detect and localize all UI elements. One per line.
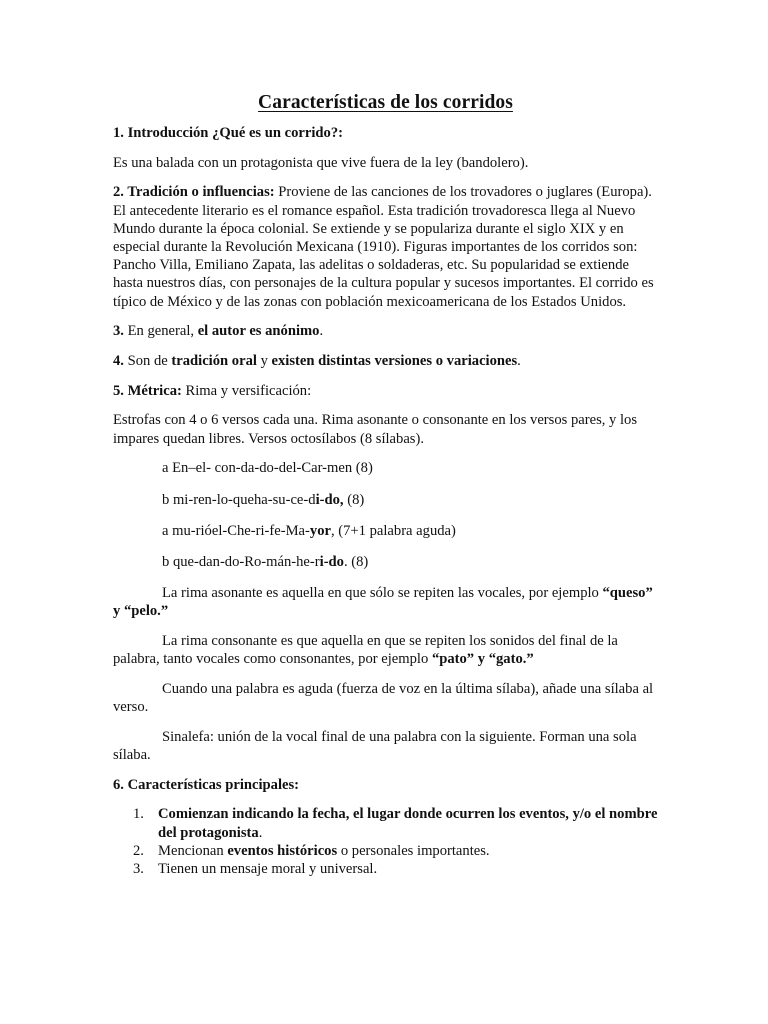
verse-line-2 — [113, 491, 658, 509]
section-3-post: . — [319, 323, 324, 340]
sinalefa-paragraph: Sinalefa: unión de la vocal final de una palabra con la siguiente. Forman una sola sílaba. — [113, 728, 637, 764]
palabra-aguda-paragraph: Cuando una palabra es aguda (fuerza de voz en la última sílaba), añade una sílaba al verso. — [113, 680, 654, 716]
section-4-pre: Son de — [123, 353, 172, 370]
section-1-text: Es una balada con un protagonista que vive fuera de la ley (bandolero). — [113, 154, 529, 171]
section-1-heading — [113, 124, 658, 142]
verse-2-pre: b mi-ren-lo-queha-su-ce-d — [162, 491, 316, 508]
verse-3-post: , (7+1 palabra aguda) — [330, 522, 456, 539]
section-3-bold: el autor es anónimo — [197, 323, 320, 340]
section-3-number: 3. — [113, 323, 124, 340]
document-page — [113, 92, 658, 878]
verse-1-pre: a En–el- con-da-do-del-Car-men (8) — [162, 460, 373, 477]
list-item-post: o personales importantes. — [337, 842, 490, 859]
document-title: Características de los corridos — [258, 92, 513, 113]
verse-4-pre: b que-dan-do-Ro-mán-he-r — [162, 553, 320, 570]
verse-2-bold: i-do, — [315, 491, 344, 508]
verse-4-bold: i-do — [319, 553, 344, 570]
rima-consonante-example: “pato” y “gato.” — [431, 651, 534, 668]
list-item-post: . — [258, 824, 263, 841]
verse-line-4 — [113, 553, 658, 571]
section-4-post: . — [517, 353, 521, 370]
section-2-paragraph — [113, 183, 658, 310]
list-item-number: 1. — [133, 806, 144, 823]
rima-consonante-paragraph — [113, 632, 658, 668]
section-4-number: 4. — [113, 353, 124, 370]
list-item-number: 3. — [133, 861, 144, 878]
section-4-bold-2: existen distintas versiones o variaciones — [271, 353, 518, 370]
section-3-paragraph — [113, 322, 658, 340]
section-3-pre: En general, — [123, 323, 198, 340]
section-4-paragraph — [113, 352, 658, 370]
list-item — [113, 842, 658, 860]
list-item-pre: Tienen un mensaje moral y universal. — [158, 861, 378, 878]
rima-consonante-text: La rima consonante es que aquella en que se repiten los sonidos del final de la palabra, tanto vocales como consonantes, por ejemplo — [113, 633, 618, 668]
section-5-intro: Estrofas con 4 o 6 versos cada una. Rima asonante o consonante en los versos pares, y los impares quedan libres. Versos octosílabos (8 sílabas). — [113, 412, 638, 447]
verse-3-bold: yor — [309, 522, 331, 539]
section-5-paragraph — [113, 382, 658, 400]
verse-line-3 — [113, 522, 658, 540]
verse-4-post: . (8) — [343, 553, 369, 570]
section-6-heading — [113, 776, 658, 794]
section-5-text: Rima y versificación: — [181, 382, 312, 399]
section-4-bold-1: tradición oral — [171, 353, 257, 370]
section-5-heading: 5. Métrica: — [113, 382, 182, 399]
rima-asonante-example: “queso” y “pelo.” — [113, 585, 653, 620]
list-item — [113, 805, 658, 841]
section-2-heading: 2. Tradición o influencias: — [113, 184, 275, 201]
caracteristicas-list — [113, 805, 658, 878]
list-item-bold: eventos históricos — [227, 842, 338, 859]
section-2-text: Proviene de las canciones de los trovadores o juglares (Europa). El antecedente literario es el romance español. Esta tradición trovadoresca llega al Nuevo Mundo durante la época colonial. Se extiende y se populariza durante el siglo XIX y en especial durante la Revolución Mexicana (1910). Figuras importantes de los corridos son: Pancho Villa, Emiliano Zapata, las adelitas o soldaderas, etc. Su popularidad se extiende hasta nuestros días, con personajes de la cultura popular y sucesos importantes. El corrido es típico de México y de las zonas con población mexicoamericana de los Estados Unidos. — [113, 184, 654, 310]
verse-line-1 — [113, 459, 658, 477]
verse-3-pre: a mu-rióel-Che-ri-fe-Ma- — [162, 522, 310, 539]
section-4-mid: y — [256, 353, 272, 370]
section-6-heading-text: 6. Características principales: — [113, 776, 300, 793]
list-item-number: 2. — [133, 842, 144, 859]
list-item — [113, 860, 658, 878]
list-item-pre: Mencionan — [158, 842, 228, 859]
rima-asonante-text: La rima asonante es aquella en que sólo se repiten las vocales, por ejemplo — [162, 585, 603, 602]
verse-2-post: (8) — [343, 491, 365, 508]
rima-asonante-paragraph — [113, 584, 658, 620]
section-1-heading-text: 1. Introducción ¿Qué es un corrido?: — [113, 125, 343, 141]
list-item-bold: Comienzan indicando la fecha, el lugar donde ocurren los eventos, y/o el nombre del protagonista — [158, 806, 658, 841]
